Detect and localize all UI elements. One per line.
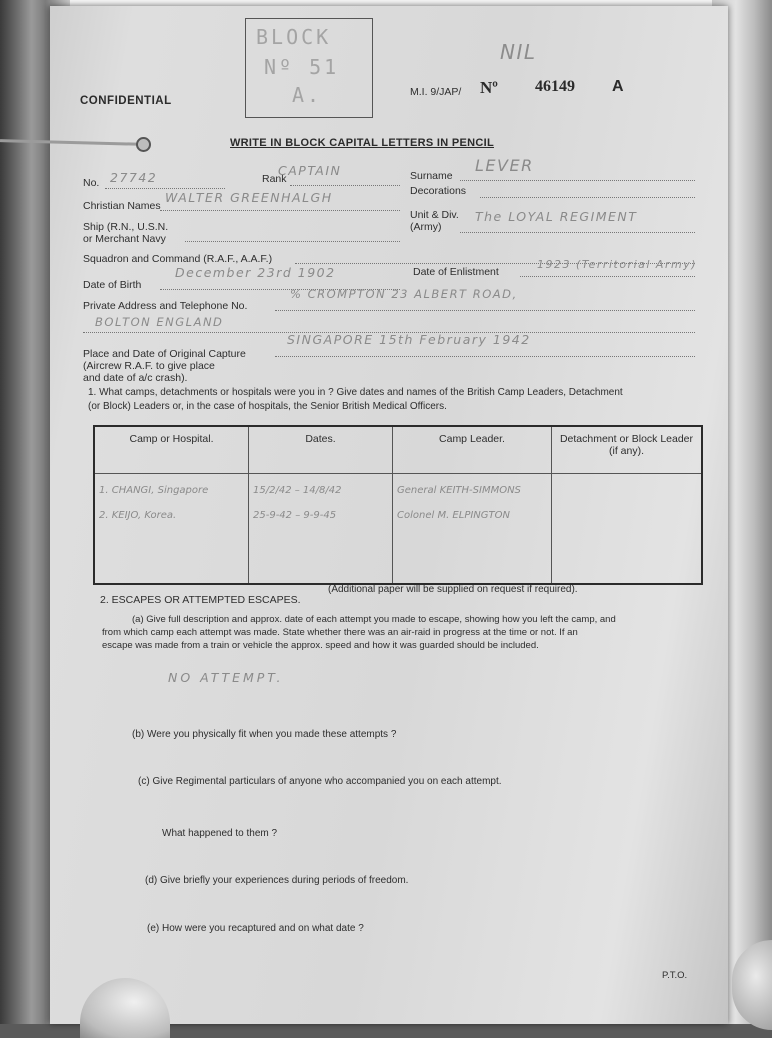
q1-text-2: (or Block) Leaders or, in the case of hospitals, the Senior British Medical Officers. <box>88 401 447 412</box>
q2a-text-1: (a) Give full description and approx. date of each attempt you made to escape, showing how you left the camp, and <box>132 614 616 625</box>
unit-value: The LOYAL REGIMENT <box>475 209 638 224</box>
q2b-text: (b) Were you physically fit when you made these attempts ? <box>132 729 397 740</box>
capture-label-1: Place and Date of Original Capture <box>83 348 246 360</box>
stamp-line-1: BLOCK <box>256 25 332 49</box>
camps-table <box>93 425 703 585</box>
q2a-text-3: escape was made from a train or vehicle the approx. speed and how it was guarded should be included. <box>102 640 539 651</box>
q2a-text-2: from which camp each attempt was made. State whether there was an air-raid in progress at the time or not. If an <box>102 627 578 638</box>
q2c-sub-text: What happened to them ? <box>162 828 278 839</box>
surname-label: Surname <box>410 170 453 182</box>
surname-line <box>460 180 695 181</box>
enlistment-label: Date of Enlistment <box>413 266 499 278</box>
q1-text-1: 1. What camps, detachments or hospitals were you in ? Give dates and names of the British Camp Leaders, Detachment <box>88 387 623 398</box>
no-line <box>105 188 225 189</box>
questionnaire-sheet <box>50 6 728 1024</box>
rank-value: CAPTAIN <box>278 163 342 178</box>
address-label: Private Address and Telephone No. <box>83 300 248 312</box>
unit-label-2: (Army) <box>410 221 442 233</box>
col-camp-leader: Camp Leader. <box>393 426 552 474</box>
dates-entry-2: 25-9-42 – 9-9-45 <box>253 510 337 521</box>
address-line-1 <box>275 310 695 311</box>
ship-label-2: or Merchant Navy <box>83 233 166 245</box>
col-dates: Dates. <box>249 426 393 474</box>
surname-value: LEVER <box>475 156 534 175</box>
dob-value: December 23rd 1902 <box>175 265 336 280</box>
q2-heading: 2. ESCAPES OR ATTEMPTED ESCAPES. <box>100 594 301 606</box>
capture-line <box>275 356 695 357</box>
address-value-2: BOLTON ENGLAND <box>95 315 224 329</box>
dates-entry-1: 15/2/42 – 14/8/42 <box>253 485 342 496</box>
camp-entry-2: 2. KEIJO, Korea. <box>99 510 177 521</box>
classification-label: CONFIDENTIAL <box>80 95 172 107</box>
capture-label-3: and date of a/c crash). <box>83 372 188 384</box>
christian-names-value: WALTER GREENHALGH <box>165 190 333 205</box>
ship-line <box>185 241 400 242</box>
stamp-line-3: A. <box>292 83 323 107</box>
address-value-1: % CROMPTON 23 ALBERT ROAD, <box>290 287 518 301</box>
capture-value: SINGAPORE 15th February 1942 <box>287 332 531 347</box>
form-number: 46149 <box>535 78 575 95</box>
q2d-text: (d) Give briefly your experiences during periods of freedom. <box>145 875 409 886</box>
enlistment-line <box>520 276 695 277</box>
ship-label-1: Ship (R.N., U.S.N. <box>83 221 169 233</box>
dob-label: Date of Birth <box>83 279 142 291</box>
q2e-text: (e) How were you recaptured and on what date ? <box>147 923 364 934</box>
squadron-label: Squadron and Command (R.A.F., A.A.F.) <box>83 253 273 265</box>
christian-names-label: Christian Names <box>83 200 161 212</box>
block-stamp <box>245 18 373 118</box>
stamp-nil: NIL <box>500 40 537 64</box>
col-detachment-leader: Detachment or Block Leader (if any). <box>552 426 703 474</box>
leader-entry-1: General KEITH-SIMMONS <box>397 485 521 496</box>
table-row <box>94 474 702 585</box>
unit-line <box>460 232 695 233</box>
col-camp-hospital: Camp or Hospital. <box>94 426 249 474</box>
camp-cell <box>94 474 249 585</box>
decorations-line <box>480 197 695 198</box>
q2c-text: (c) Give Regimental particulars of anyone who accompanied you on each attempt. <box>138 776 502 787</box>
leader-entry-2: Colonel M. ELPINGTON <box>397 510 510 521</box>
no-value: 27742 <box>110 170 158 185</box>
form-reference: M.I. 9/JAP/ <box>410 86 462 98</box>
no-label: No. <box>83 177 100 189</box>
unit-label-1: Unit & Div. <box>410 209 459 221</box>
stamp-line-2: Nº 51 <box>264 55 340 79</box>
camp-entry-1: 1. CHANGI, Singapore <box>99 485 209 496</box>
rank-line <box>290 185 400 186</box>
christian-names-line <box>160 210 400 211</box>
camps-table-header <box>94 426 702 474</box>
enlistment-value: 1923 (Territorial Army) <box>537 258 697 271</box>
punch-hole <box>136 137 151 152</box>
q2a-answer: NO ATTEMPT. <box>168 670 284 685</box>
number-prefix: Nº <box>480 78 498 97</box>
rank-label: Rank <box>262 173 287 185</box>
leader-cell <box>393 474 552 585</box>
detachment-cell <box>552 474 703 585</box>
instruction-heading: WRITE IN BLOCK CAPITAL LETTERS IN PENCIL <box>230 137 494 149</box>
decorations-label: Decorations <box>410 185 467 197</box>
q2-heading-note: (Additional paper will be supplied on request if required). <box>328 584 578 595</box>
dates-cell <box>249 474 393 585</box>
form-number-suffix: A <box>612 78 624 95</box>
pto-label: P.T.O. <box>662 970 688 981</box>
capture-label-2: (Aircrew R.A.F. to give place <box>83 360 215 372</box>
